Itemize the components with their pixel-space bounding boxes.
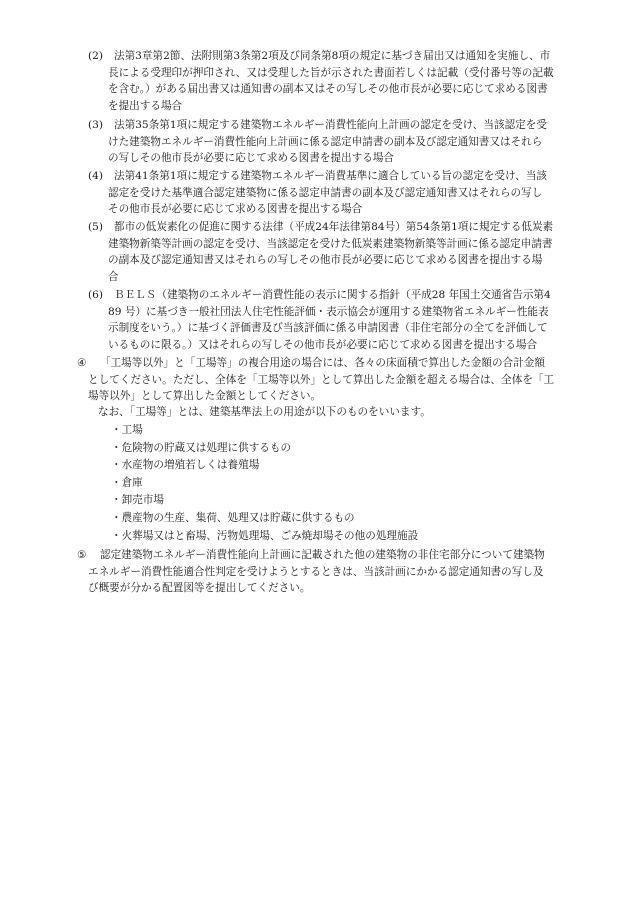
- item-text: [88, 547, 585, 597]
- text-line: 示制度をいう。）に基づく評価書及び当該評価に係る申請図書（非住宅部分の全てを評価して: [108, 322, 548, 335]
- item-number: ④: [77, 357, 87, 369]
- subitem-text: [108, 48, 584, 114]
- text-line: エネルギー消費性能適合性判定を受けようとするときは、当該計画にかかる認定通知書の写し及: [88, 565, 544, 578]
- factory-definition-note: [98, 404, 578, 421]
- list-item: ・倉庫: [111, 476, 143, 489]
- text-line: 都市の低炭素化の促進に関する法律（平成24年法律第84号）第54条第1項に規定する低炭素: [114, 221, 554, 233]
- list-item: ・農産物の生産、集荷、処理又は貯蔵に供するもの: [111, 511, 355, 524]
- subitem-number: (2): [88, 50, 104, 62]
- text-line: の写しその他市長が必要に応じて求める図書を提出する場合: [108, 152, 395, 165]
- text-line: 認定を受けた基準適合認定建築物に係る認定申請書の副本及び認定通知書又はそれらの写し: [108, 186, 543, 199]
- text-line: なお、「工場等」とは、建築基準法上の用途が以下のものをいいます。: [98, 406, 431, 418]
- subitem-number: (4): [88, 170, 104, 182]
- list-item: ・卸売市場: [111, 494, 164, 507]
- list-item: ・工場: [111, 424, 143, 436]
- subitem-number: (6): [88, 289, 104, 301]
- item-number: ⑤: [77, 549, 87, 561]
- text-line: ＢＥＬＳ（建築物のエネルギー消費性能の表示に関する指針（平成28 年国土交通省告示第4: [114, 289, 551, 301]
- text-line: その他市長が必要に応じて求める図書を提出する場合: [108, 203, 363, 216]
- text-line: 89 号）に基づき一般社団法人住宅性能評価・表示協会が運用する建築物省エネルギー性能表: [108, 305, 549, 318]
- item-text: [88, 355, 585, 405]
- text-line: けた建築物エネルギー消費性能向上計画に係る認定申請書の副本及び認定通知書又はそれら: [108, 135, 543, 148]
- text-line: 「工場等以外」と「工場等」の複合用途の場合には、各々の床面積で算出した金額の合計金額: [100, 357, 545, 369]
- list-item: ・危険物の貯蔵又は処理に供するもの: [111, 441, 292, 454]
- subitem-text: [108, 117, 584, 167]
- text-line: 長による受理印が押印され、又は受理した旨が示された書面若しくは記載（受付番号等の記載: [108, 66, 554, 79]
- factory-use-list: [111, 422, 571, 545]
- text-line: いるものに限る。）又はそれらの写しその他市長が必要に応じて求める図書を提出する場合: [108, 338, 538, 351]
- text-line: 認定建築物エネルギー消費性能向上計画に記載された他の建築物の非住宅部分について建築物: [100, 549, 545, 561]
- subitem-number: (3): [88, 119, 104, 131]
- text-line: 建築物新築等計画の認定を受け、当該認定を受けた低炭素建築物新築等計画に係る認定申請書: [108, 237, 553, 250]
- text-line: を提出する場合: [108, 99, 183, 112]
- text-line: を含む。）がある届出書又は通知書の副本又はその写しその他市長が必要に応じて求める図書: [108, 83, 548, 96]
- subitem-text: [108, 219, 584, 285]
- text-line: 法第3章第2節、法附則第3条第2項及び同条第8項の規定に基づき届出又は通知を実施し、市: [114, 50, 551, 62]
- text-line: 場等以外」として算出した金額としてください。: [88, 390, 322, 403]
- text-line: 合: [108, 270, 119, 283]
- list-item: ・水産物の増殖若しくは養殖場: [111, 459, 260, 472]
- subitem-number: (5): [88, 221, 104, 233]
- subitem-text: [108, 168, 584, 218]
- list-item: ・火葬場又はと畜場、汚物処理場、ごみ焼却場その他の処理施設: [111, 529, 419, 542]
- subitem-text: [108, 287, 584, 353]
- text-line: の副本及び認定通知書又はそれらの写しその他市長が必要に応じて求める図書を提出する場: [108, 254, 543, 267]
- text-line: 法第35条第1項に規定する建築物エネルギー消費性能向上計画の認定を受け、当該認定を受: [114, 119, 547, 131]
- text-line: び概要が分かる配置図等を提出してください。: [88, 582, 311, 595]
- text-line: 法第41条第1項に規定する建築物エネルギー消費基準に適合している旨の認定を受け、当該: [114, 170, 547, 182]
- text-line: としてください。ただし、全体を「工場等以外」として算出した金額を超える場合は、全体を「工: [88, 373, 555, 386]
